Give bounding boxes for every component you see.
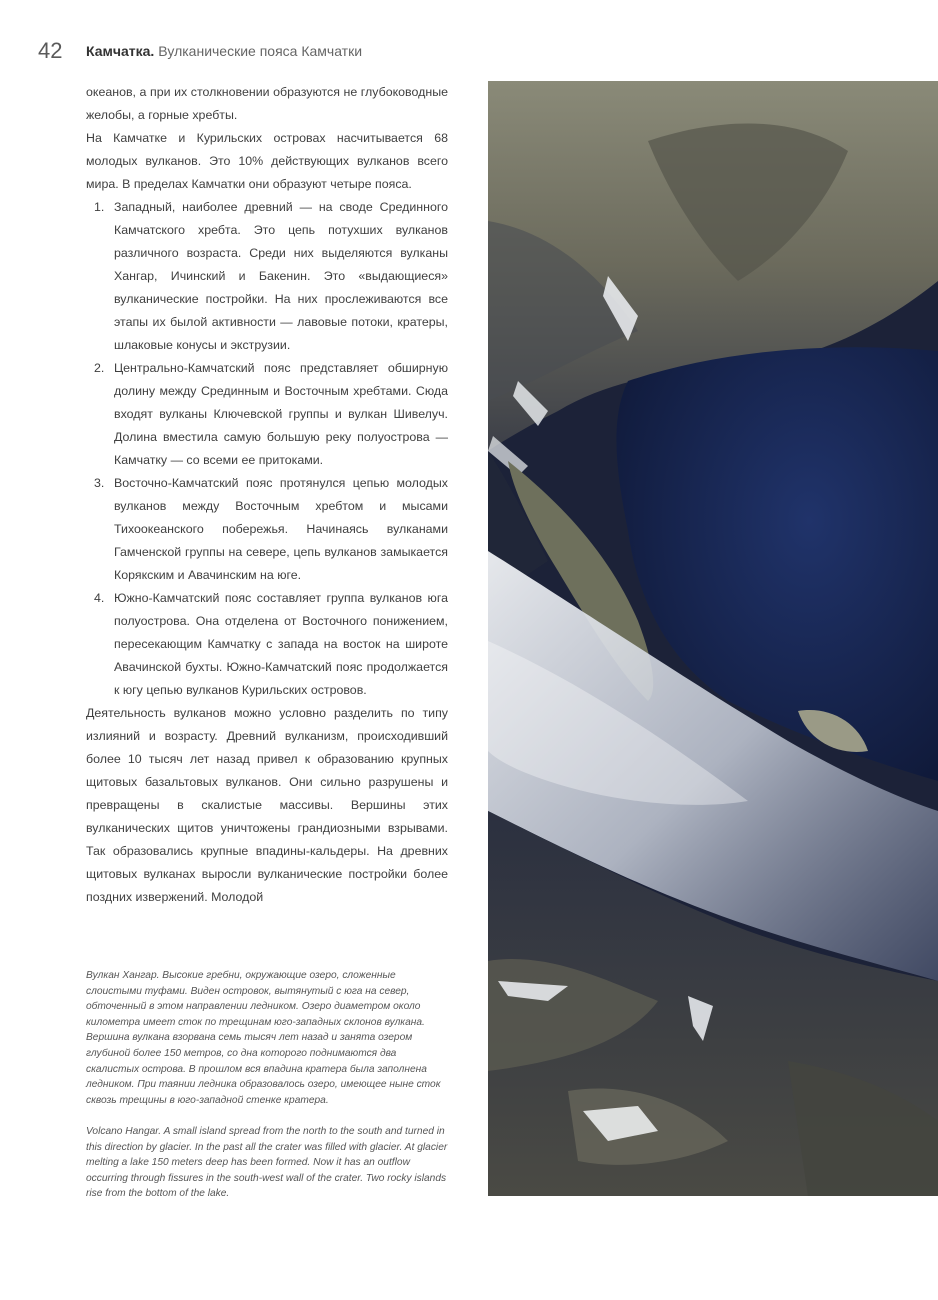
list-item: [86, 196, 448, 357]
intro-paragraph: океанов, а при их столкновении образуются не глубоководные желобы, а горные хребты.: [86, 85, 448, 122]
list-text: Центрально-Камчатский пояс представляет обширную долину между Срединным и Восточным хребтами. Сюда входят вулканы Ключевской группы и вулкан Шивелуч. Долина вместила самую большую реку полуострова — Камчатку — со всеми ее притоками.: [114, 361, 448, 467]
section-bold: Камчатка.: [86, 43, 155, 59]
list-text: Южно-Камчатский пояс составляет группа вулканов юга полуострова. Она отделена от Восточного понижением, пересекающим Камчатку с запада на восток на широте Авачинской бухты. Южно-Камчатский пояс продолжается к югу цепью вулканов Курильских островов.: [114, 591, 448, 697]
crater-lake-illustration: [488, 81, 938, 1196]
paragraph: На Камчатке и Курильских островах насчитывается 68 молодых вулканов. Это 10% действующих вулканов всего мира. В пределах Камчатки они образуют четыре пояса.: [86, 131, 448, 191]
running-header: [86, 43, 362, 59]
list-item: [86, 472, 448, 587]
list-number: 2.: [94, 361, 105, 375]
volcano-photo: [488, 81, 938, 1196]
paragraph: Деятельность вулканов можно условно разделить по типу излияний и возрасту. Древний вулканизм, происходивший более 10 тысяч лет назад привел к образованию крупных щитовых базальтовых вулканов. Они сильно разрушены и превращены в скалистые массивы. Вершины этих вулканических щитов уничтожены грандиозными взрывами. Так образовались крупные впадины-кальдеры. На древних щитовых вулканах выросли вулканические постройки более поздних извержений. Молодой: [86, 706, 448, 904]
list-number: 3.: [94, 476, 105, 490]
list-text: Западный, наиболее древний — на своде Срединного Камчатского хребта. Это цепь потухших вулканов различного возраста. Среди них выделяются вулканы Хангар, Ичинский и Бакенин. Это «выдающиеся» вулканические постройки. На них прослеживаются все этапы их былой активности — лавовые потоки, кратеры, шлаковые конусы и экструзии.: [114, 200, 448, 352]
section-title: Вулканические пояса Камчатки: [158, 43, 363, 59]
list-item: [86, 357, 448, 472]
list-item: [86, 587, 448, 702]
body-text: [86, 81, 448, 909]
list-text: Восточно-Камчатский пояс протянулся цепью молодых вулканов между Восточным хребтом и мысами Тихоокеанского побережья. Начинаясь вулканами Гамченской группы на севере, цепь вулканов замыкается Корякским и Авачинским на юге.: [114, 476, 448, 582]
page-number: 42: [38, 38, 63, 63]
list-number: 1.: [94, 200, 105, 214]
caption-english: Volcano Hangar. A small island spread from the north to the south and turned in this direction by glacier. In the past all the crater was filled with glacier. At glacier melting a lake 150 meters deep has been formed. Now it has an outflow occurring through fissures in the south-west wall of the crater. Two rocky islands rise from the bottom of the lake.: [86, 1126, 448, 1200]
list-number: 4.: [94, 591, 105, 605]
volcanic-belts-list: [86, 196, 448, 702]
caption-russian: Вулкан Хангар. Высокие гребни, окружающие озеро, сложенные слоистыми туфами. Виден островок, вытянутый с юга на север, обточенный в этом направлении ледником. Озеро диаметром около километра имеет сток по трещинам юго-западных склонов вулкана. Вершина вулкана взорвана семь тысяч лет назад и занята озером глубиной более 150 метров, со дна которого поднимаются два скалистых острова. В прошлом вся впадина кратера была заполнена ледником. При таянии ледника образовалось озеро, имеющее ныне сток сквозь трещины в юго-западной стенке кратера.: [86, 970, 441, 1106]
